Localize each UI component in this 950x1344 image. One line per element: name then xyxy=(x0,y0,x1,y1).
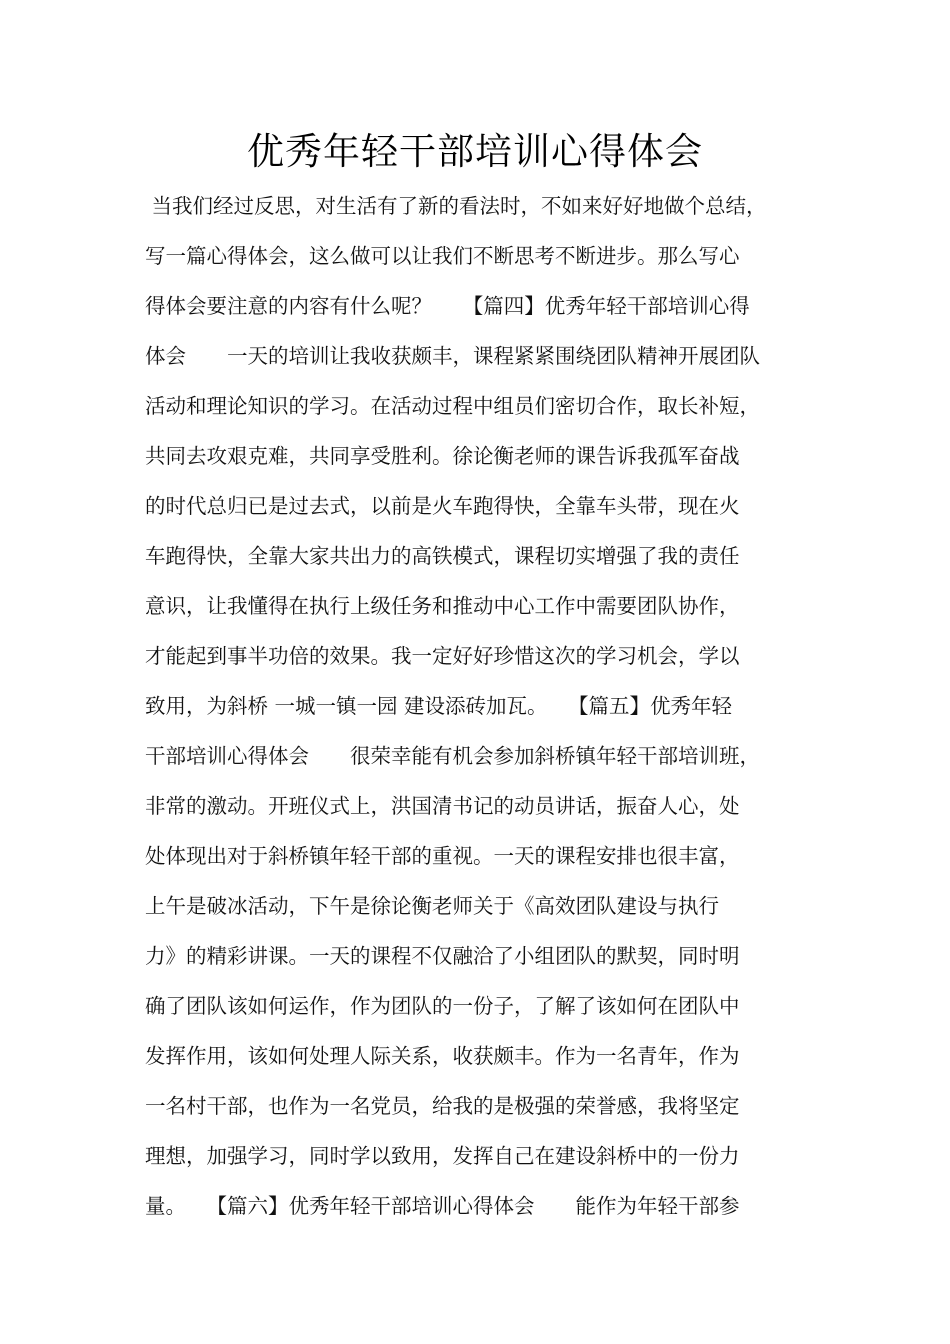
body-line: 发挥作用，该如何处理人际关系，收获颇丰。作为一名青年，作为 xyxy=(145,1044,740,1068)
body-line: 力》的精彩讲课。一天的课程不仅融洽了小组团队的默契，同时明 xyxy=(145,944,740,968)
body-line: 写一篇心得体会，这么做可以让我们不断思考不断进步。那么写心 xyxy=(145,244,740,268)
body-line: 非常的激动。开班仪式上，洪国清书记的动员讲话，振奋人心，处 xyxy=(145,794,740,818)
body-line: 干部培训心得体会 很荣幸能有机会参加斜桥镇年轻干部培训班， xyxy=(145,744,760,768)
body-line: 的时代总归已是过去式，以前是火车跑得快，全靠车头带，现在火 xyxy=(145,494,740,518)
body-line: 上午是破冰活动，下午是徐论衡老师关于《高效团队建设与执行 xyxy=(145,894,719,918)
body-line: 致用，为斜桥 一城一镇一园 建设添砖加瓦。 【篇五】优秀年轻 xyxy=(145,694,733,718)
body-line: 处体现出对于斜桥镇年轻干部的重视。一天的课程安排也很丰富， xyxy=(145,844,740,868)
body-line: 理想，加强学习，同时学以致用，发挥自己在建设斜桥中的一份力 xyxy=(145,1144,740,1168)
body-line: 意识，让我懂得在执行上级任务和推动中心工作中需要团队协作， xyxy=(145,594,740,618)
body-line: 当我们经过反思，对生活有了新的看法时，不如来好好地做个总结， xyxy=(145,194,767,218)
body-line: 共同去攻艰克难，共同享受胜利。徐论衡老师的课告诉我孤军奋战 xyxy=(145,444,740,468)
body-line: 车跑得快，全靠大家共出力的高铁模式，课程切实增强了我的责任 xyxy=(145,544,740,568)
body-line: 才能起到事半功倍的效果。我一定好好珍惜这次的学习机会，学以 xyxy=(145,644,740,668)
body-line: 量。 【篇六】优秀年轻干部培训心得体会 能作为年轻干部参 xyxy=(145,1194,740,1218)
document-body xyxy=(145,181,825,1231)
body-line: 体会 一天的培训让我收获颇丰，课程紧紧围绕团队精神开展团队 xyxy=(145,344,760,368)
body-line: 得体会要注意的内容有什么呢？ 【篇四】优秀年轻干部培训心得 xyxy=(145,294,750,318)
body-line: 一名村干部，也作为一名党员，给我的是极强的荣誉感，我将坚定 xyxy=(145,1094,740,1118)
body-line: 活动和理论知识的学习。在活动过程中组员们密切合作，取长补短， xyxy=(145,394,760,418)
document-title: 优秀年轻干部培训心得体会 xyxy=(247,130,703,173)
body-line: 确了团队该如何运作，作为团队的一份子，了解了该如何在团队中 xyxy=(145,994,740,1018)
